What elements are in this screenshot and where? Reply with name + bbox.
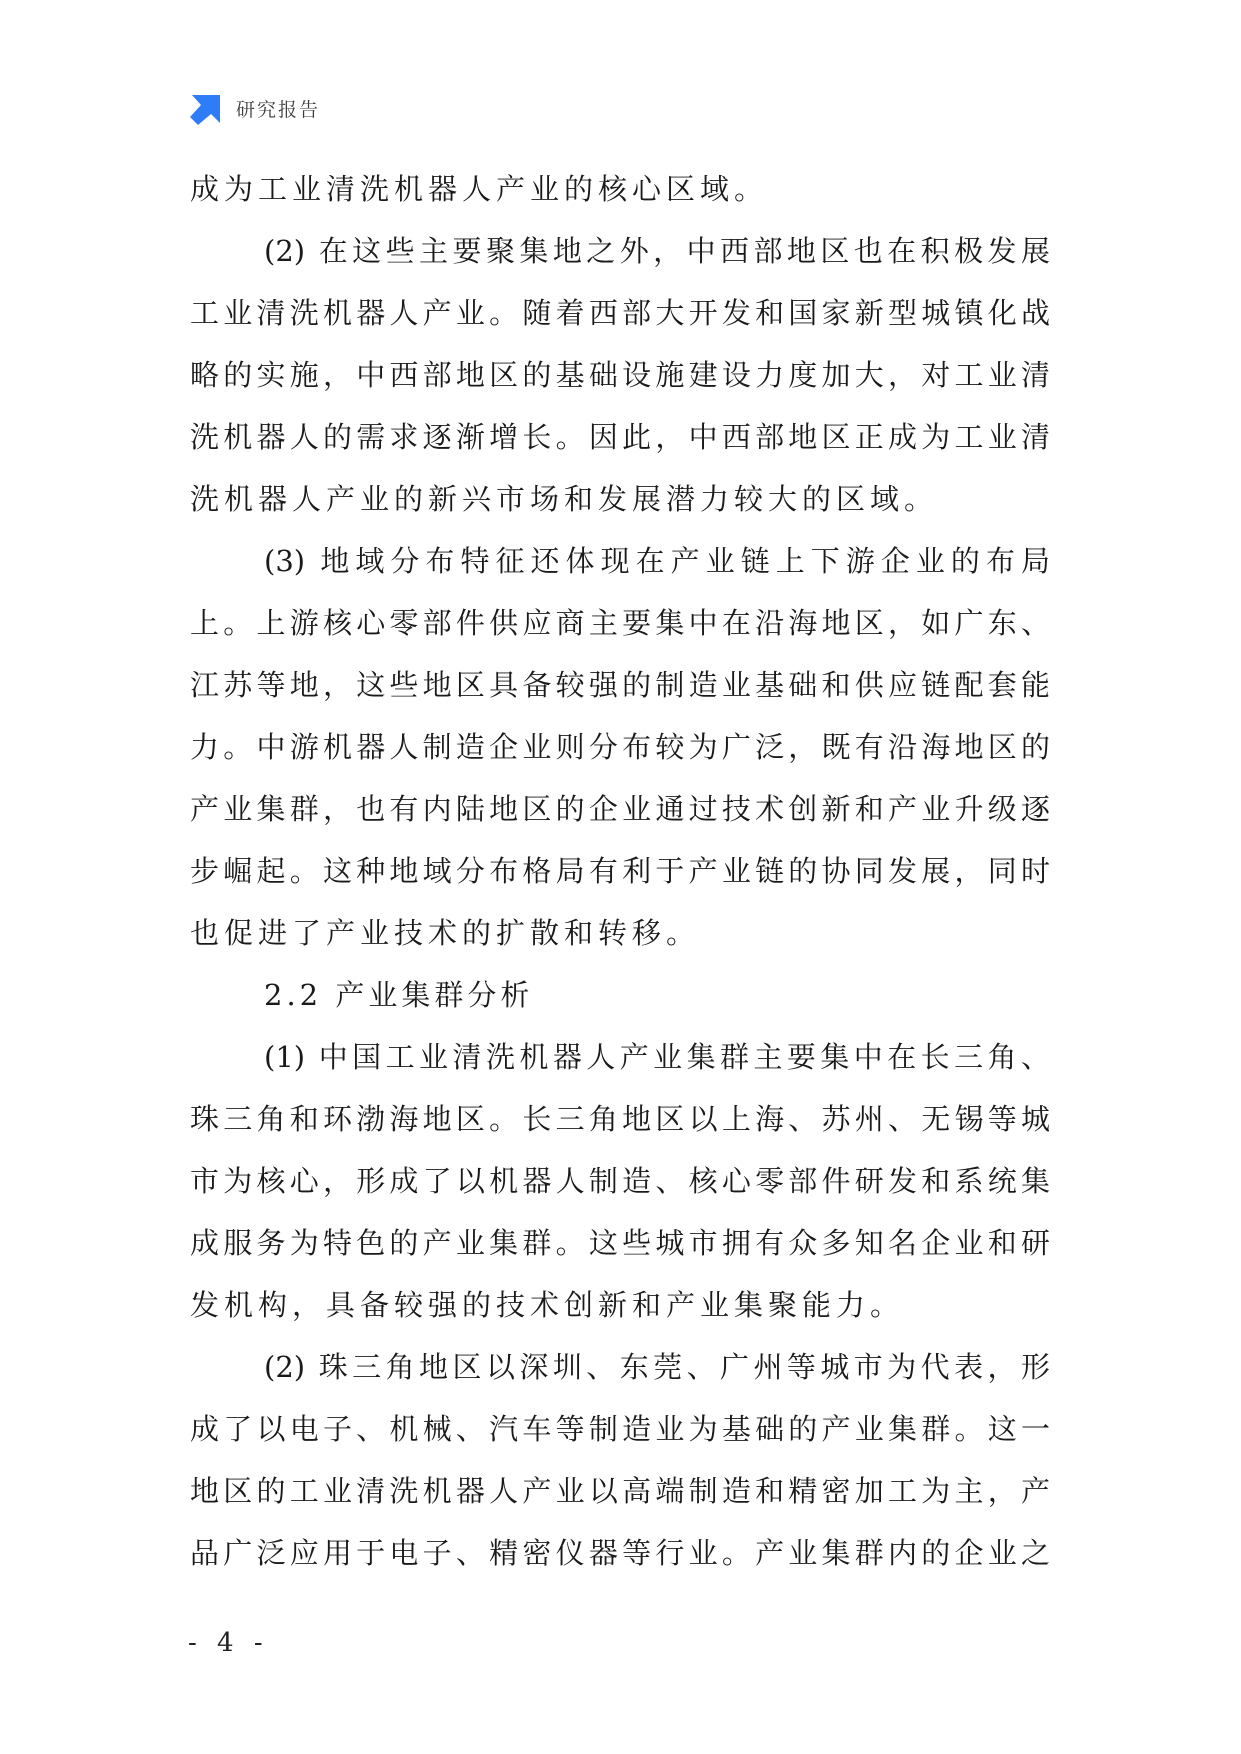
body-line: 产业集群，也有内陆地区的企业通过技术创新和产业升级逐 bbox=[190, 792, 1050, 826]
body-line: 洗机器人的需求逐渐增长。因此，中西部地区正成为工业清 bbox=[190, 420, 1050, 454]
body-line: 珠三角和环渤海地区。长三角地区以上海、苏州、无锡等城 bbox=[190, 1102, 1050, 1136]
header-title: 研究报告 bbox=[236, 98, 321, 121]
body-line: 力。中游机器人制造企业则分布较为广泛，既有沿海地区的 bbox=[190, 730, 1050, 764]
body-line: 发机构，具备较强的技术创新和产业集聚能力。 bbox=[190, 1288, 905, 1322]
body-line: 也促进了产业技术的扩散和转移。 bbox=[190, 916, 701, 950]
body-line: 成服务为特色的产业集群。这些城市拥有众多知名企业和研 bbox=[190, 1226, 1050, 1260]
body-line: 略的实施，中西部地区的基础设施建设力度加大，对工业清 bbox=[190, 358, 1050, 392]
body-line: 步崛起。这种地域分布格局有利于产业链的协同发展，同时 bbox=[190, 854, 1050, 888]
body-line: (3) 地域分布特征还体现在产业链上下游企业的布局 bbox=[264, 544, 1050, 578]
body-line: 洗机器人产业的新兴市场和发展潜力较大的区域。 bbox=[190, 482, 939, 516]
page-number: - 4 - bbox=[188, 1628, 269, 1658]
report-body bbox=[190, 158, 1050, 1584]
body-line: (2) 在这些主要聚集地之外，中西部地区也在积极发展 bbox=[264, 234, 1050, 268]
body-line: 地区的工业清洗机器人产业以高端制造和精密加工为主，产 bbox=[190, 1474, 1050, 1508]
body-line: 江苏等地，这些地区具备较强的制造业基础和供应链配套能 bbox=[190, 668, 1050, 702]
arrow-logo-icon bbox=[190, 91, 224, 125]
section-heading: 2.2 产业集群分析 bbox=[264, 978, 534, 1012]
body-line: (2) 珠三角地区以深圳、东莞、广州等城市为代表，形 bbox=[264, 1350, 1050, 1384]
body-line: 市为核心，形成了以机器人制造、核心零部件研发和系统集 bbox=[190, 1164, 1050, 1198]
body-line: 上。上游核心零部件供应商主要集中在沿海地区，如广东、 bbox=[190, 606, 1050, 640]
page-header bbox=[190, 90, 320, 126]
body-line: 品广泛应用于电子、精密仪器等行业。产业集群内的企业之 bbox=[190, 1536, 1050, 1570]
body-line: (1) 中国工业清洗机器人产业集群主要集中在长三角、 bbox=[264, 1040, 1050, 1074]
body-line: 工业清洗机器人产业。随着西部大开发和国家新型城镇化战 bbox=[190, 296, 1050, 330]
body-line: 成了以电子、机械、汽车等制造业为基础的产业集群。这一 bbox=[190, 1412, 1050, 1446]
body-line: 成为工业清洗机器人产业的核心区域。 bbox=[190, 172, 769, 206]
